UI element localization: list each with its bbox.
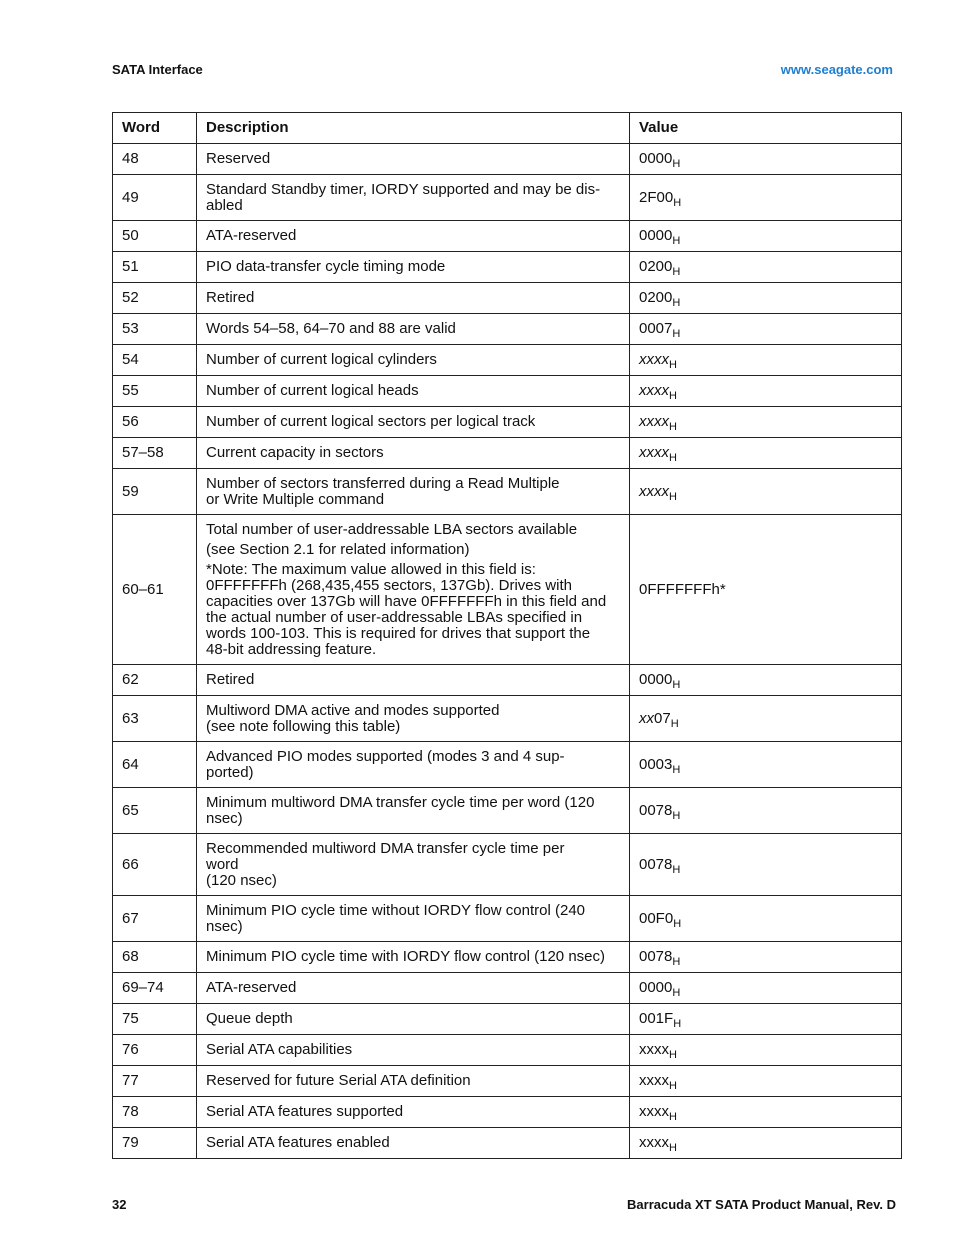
table-row (113, 314, 902, 345)
table-row (113, 144, 902, 175)
cell-description (197, 144, 630, 175)
description-line: 0FFFFFFFh (268,435,455 sectors, 137Gb). Drives with (206, 576, 572, 594)
table-row (113, 515, 902, 665)
cell-description (197, 788, 630, 834)
value-radix-subscript: H (669, 359, 677, 371)
value-radix-subscript: H (672, 987, 681, 999)
cell-value (630, 742, 902, 788)
table-row (113, 438, 902, 469)
cell-value (630, 283, 902, 314)
cell-word: 56 (113, 407, 197, 438)
value-radix-subscript: H (669, 1049, 677, 1061)
page-number: 32 (112, 1197, 127, 1212)
value-radix-subscript: H (673, 196, 682, 209)
description-line: words 100-103. This is required for drives that support the (206, 624, 591, 642)
table-row (113, 942, 902, 973)
value-text: xxxx (639, 482, 669, 500)
cell-word: 66 (113, 834, 197, 896)
table-row (113, 376, 902, 407)
cell-description (197, 438, 630, 469)
value-text: 0200 (639, 289, 673, 306)
value-text: 0000 (639, 150, 673, 167)
value-radix-subscript: H (673, 1018, 682, 1030)
cell-value (630, 1066, 902, 1097)
value-radix-subscript: H (669, 1080, 677, 1092)
cell-value (630, 788, 902, 834)
table-row (113, 788, 902, 834)
description-line: Minimum multiword DMA transfer cycle time per word (120 (206, 793, 595, 811)
document-title: Barracuda XT SATA Product Manual, Rev. D (627, 1197, 896, 1212)
value-text: 0000 (639, 979, 673, 996)
table-row (113, 1066, 902, 1097)
description-line: the actual number of user-addressable LBAs specified in (206, 608, 583, 626)
value-text: 00F0 (639, 909, 674, 927)
value-radix-subscript: H (669, 421, 677, 433)
cell-word: 52 (113, 283, 197, 314)
value-text: xxxx (639, 1041, 669, 1058)
cell-description (197, 1097, 630, 1128)
description-line: Number of current logical cylinders (206, 351, 437, 368)
cell-word: 78 (113, 1097, 197, 1128)
value-radix-subscript: H (672, 328, 681, 340)
value-radix-subscript: H (670, 717, 679, 730)
table-row (113, 973, 902, 1004)
cell-word: 51 (113, 252, 197, 283)
value-radix-subscript: H (672, 297, 681, 309)
value-text: 0000 (639, 671, 673, 688)
cell-value (630, 407, 902, 438)
value-text: xxxx (639, 413, 669, 430)
cell-word: 53 (113, 314, 197, 345)
value-radix-subscript: H (669, 452, 677, 464)
description-line: Reserved for future Serial ATA definition (206, 1072, 471, 1089)
value-text: 0078 (639, 855, 673, 873)
column-header-description: Description (197, 113, 630, 144)
cell-word: 50 (113, 221, 197, 252)
description-line: word (206, 855, 239, 873)
cell-word: 55 (113, 376, 197, 407)
cell-description (197, 345, 630, 376)
table-row (113, 252, 902, 283)
value-text: 0078 (639, 801, 673, 819)
cell-value (630, 973, 902, 1004)
running-header-website-link[interactable]: www.seagate.com (780, 62, 893, 77)
cell-value (630, 314, 902, 345)
cell-value (630, 438, 902, 469)
value-text: 0000 (639, 227, 673, 244)
value-radix-subscript: H (672, 809, 681, 822)
description-line: ported) (206, 763, 254, 781)
description-line: 48-bit addressing feature. (206, 640, 377, 658)
value-text: 001F (639, 1010, 674, 1027)
cell-description (197, 252, 630, 283)
cell-description (197, 665, 630, 696)
description-line: Words 54–58, 64–70 and 88 are valid (206, 320, 456, 337)
description-line: Current capacity in sectors (206, 444, 384, 461)
description-line: Multiword DMA active and modes supported (206, 701, 500, 719)
cell-word: 65 (113, 788, 197, 834)
value-radix-subscript: H (673, 917, 682, 930)
value-text: xxxx (639, 382, 669, 399)
cell-description (197, 469, 630, 515)
cell-description (197, 515, 630, 665)
description-line: PIO data-transfer cycle timing mode (206, 258, 446, 275)
description-line: Minimum PIO cycle time without IORDY flow control (240 (206, 901, 586, 919)
table-body (113, 144, 902, 1159)
description-line: or Write Multiple command (206, 490, 385, 508)
cell-value (630, 515, 902, 665)
table-row (113, 742, 902, 788)
value-text: 0078 (639, 948, 673, 965)
cell-value (630, 1035, 902, 1066)
description-line: Number of sectors transferred during a Read Multiple (206, 474, 560, 492)
description-line: Total number of user-addressable LBA sectors available (206, 520, 578, 538)
table-row (113, 283, 902, 314)
value-radix-subscript: H (672, 863, 681, 876)
cell-value (630, 175, 902, 221)
cell-description (197, 1128, 630, 1159)
value-radix-subscript: H (672, 679, 681, 691)
value-text: xxxx (639, 1103, 669, 1120)
cell-word: 62 (113, 665, 197, 696)
table-header-row (113, 113, 902, 144)
description-line: Retired (206, 671, 255, 688)
cell-value (630, 1004, 902, 1035)
description-line: (see Section 2.1 for related information) (206, 540, 470, 558)
column-header-word: Word (113, 113, 197, 144)
cell-value (630, 144, 902, 175)
cell-word: 69–74 (113, 973, 197, 1004)
cell-description (197, 1004, 630, 1035)
cell-value (630, 252, 902, 283)
identify-device-words-table (112, 112, 902, 1159)
column-header-value: Value (630, 113, 902, 144)
table-row (113, 1035, 902, 1066)
cell-value (630, 942, 902, 973)
cell-value (630, 376, 902, 407)
cell-value (630, 1097, 902, 1128)
description-line: Serial ATA features supported (206, 1103, 404, 1120)
cell-description (197, 896, 630, 942)
table-row (113, 834, 902, 896)
description-line: (see note following this table) (206, 717, 401, 735)
value-prefix: xx (639, 709, 654, 727)
value-radix-subscript: H (672, 235, 681, 247)
cell-word: 79 (113, 1128, 197, 1159)
description-line: abled (206, 196, 243, 214)
table-row (113, 1128, 902, 1159)
cell-description (197, 942, 630, 973)
description-line: (120 nsec) (206, 871, 277, 889)
value-text: 0200 (639, 258, 673, 275)
cell-word: 48 (113, 144, 197, 175)
cell-description (197, 314, 630, 345)
table-row (113, 665, 902, 696)
description-line: Serial ATA capabilities (206, 1041, 353, 1058)
value-radix-subscript: H (669, 490, 677, 503)
cell-description (197, 407, 630, 438)
description-line: Standard Standby timer, IORDY supported and may be dis- (206, 180, 601, 198)
value-radix-subscript: H (672, 158, 681, 170)
description-line: Number of current logical sectors per logical track (206, 413, 536, 430)
value-text: 07 (654, 709, 671, 727)
cell-description (197, 1035, 630, 1066)
value-text: 0003 (639, 755, 673, 773)
description-line: capacities over 137Gb will have 0FFFFFFFh in this field and (206, 592, 607, 610)
description-line: ATA-reserved (206, 979, 297, 996)
cell-description (197, 973, 630, 1004)
cell-description (197, 376, 630, 407)
cell-word: 57–58 (113, 438, 197, 469)
cell-value (630, 834, 902, 896)
running-header-section: SATA Interface (112, 62, 203, 77)
cell-word: 68 (113, 942, 197, 973)
cell-word: 77 (113, 1066, 197, 1097)
description-line: Minimum PIO cycle time with IORDY flow control (120 nsec) (206, 948, 606, 965)
description-line: nsec) (206, 917, 243, 935)
value-text: xxxx (639, 1134, 669, 1151)
table-row (113, 345, 902, 376)
cell-description (197, 834, 630, 896)
cell-value (630, 896, 902, 942)
cell-word: 49 (113, 175, 197, 221)
cell-description (197, 696, 630, 742)
description-line: Reserved (206, 150, 271, 167)
description-line: Recommended multiword DMA transfer cycle time per (206, 839, 565, 857)
value-text: 0007 (639, 320, 673, 337)
cell-value (630, 665, 902, 696)
cell-word: 75 (113, 1004, 197, 1035)
value-radix-subscript: H (669, 1142, 677, 1154)
cell-value (630, 696, 902, 742)
value-radix-subscript: H (672, 763, 681, 776)
value-text: xxxx (639, 351, 669, 368)
cell-word: 63 (113, 696, 197, 742)
cell-description (197, 221, 630, 252)
cell-word: 76 (113, 1035, 197, 1066)
cell-word: 54 (113, 345, 197, 376)
cell-word: 64 (113, 742, 197, 788)
value-radix-subscript: H (669, 1111, 677, 1123)
description-line: *Note: The maximum value allowed in this field is: (206, 560, 536, 578)
value-text: 0FFFFFFFh* (639, 580, 726, 598)
description-line: nsec) (206, 809, 243, 827)
cell-word: 60–61 (113, 515, 197, 665)
value-radix-subscript: H (672, 266, 681, 278)
cell-word: 67 (113, 896, 197, 942)
cell-description (197, 175, 630, 221)
value-text: xxxx (639, 1072, 669, 1089)
description-line: ATA-reserved (206, 227, 297, 244)
value-text: xxxx (639, 444, 669, 461)
value-radix-subscript: H (672, 956, 681, 968)
table-row (113, 1004, 902, 1035)
value-radix-subscript: H (669, 390, 677, 402)
cell-description (197, 283, 630, 314)
cell-description (197, 1066, 630, 1097)
cell-word: 59 (113, 469, 197, 515)
value-text: 2F00 (639, 188, 674, 206)
cell-value (630, 345, 902, 376)
cell-description (197, 742, 630, 788)
cell-value (630, 221, 902, 252)
description-line: Serial ATA features enabled (206, 1134, 390, 1151)
description-line: Queue depth (206, 1010, 293, 1027)
table-row (113, 696, 902, 742)
table-row (113, 1097, 902, 1128)
table-row (113, 221, 902, 252)
description-line: Number of current logical heads (206, 382, 419, 399)
table-row (113, 175, 902, 221)
table-row (113, 896, 902, 942)
table-row (113, 407, 902, 438)
cell-value (630, 469, 902, 515)
table-row (113, 469, 902, 515)
description-line: Retired (206, 289, 255, 306)
description-line: Advanced PIO modes supported (modes 3 and 4 sup- (206, 747, 565, 765)
cell-value (630, 1128, 902, 1159)
